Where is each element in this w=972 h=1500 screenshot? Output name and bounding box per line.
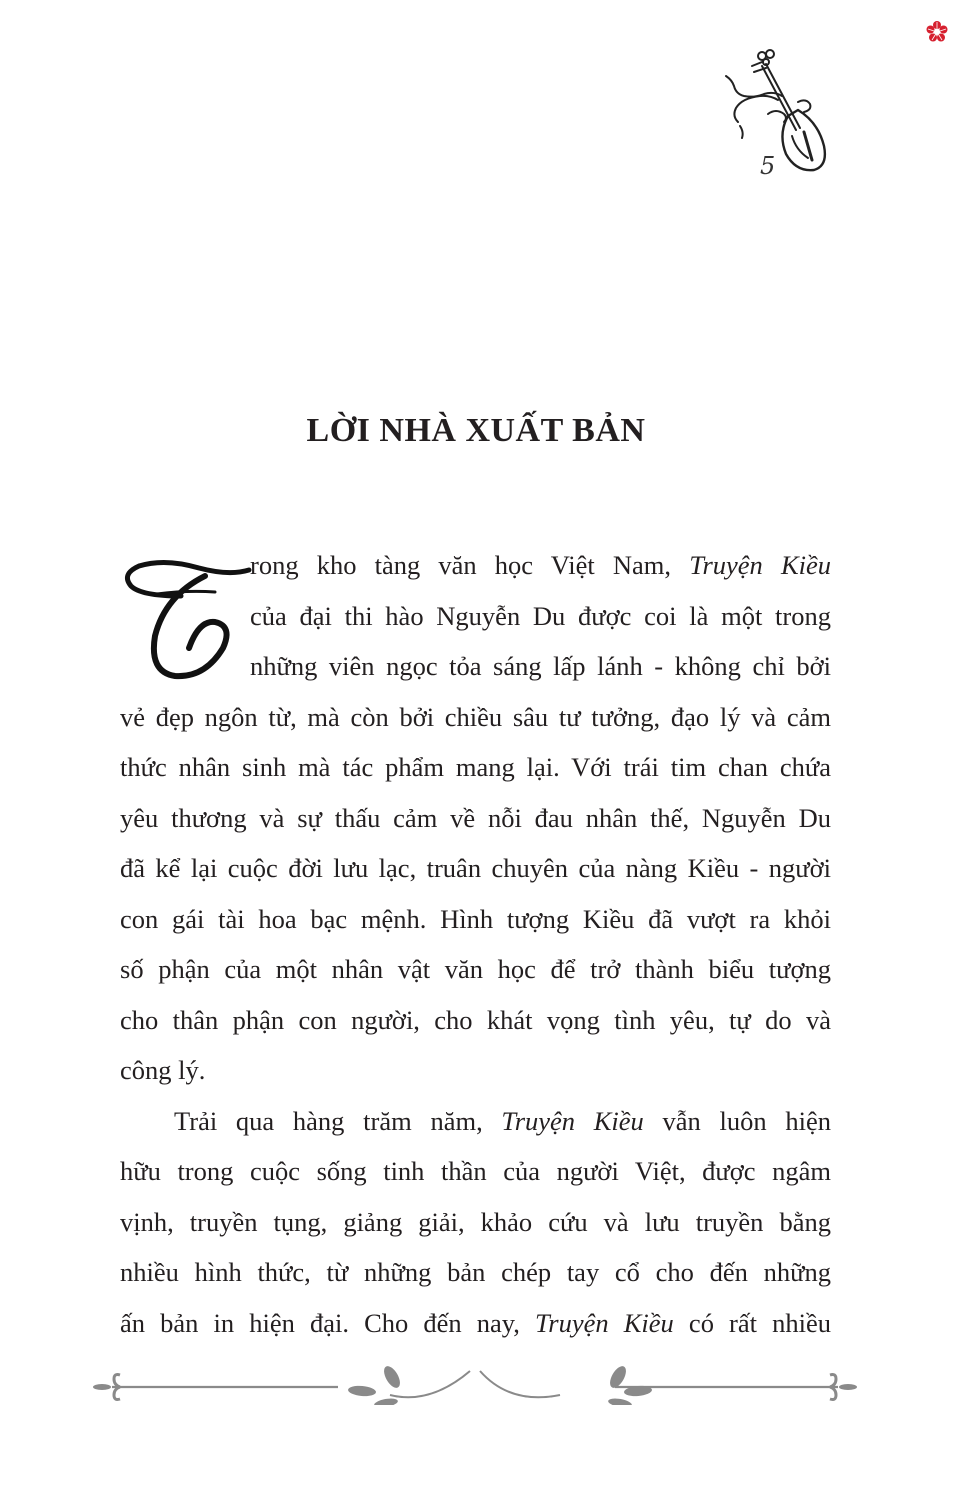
text-line: của đại thi hào Nguyễn Du được coi là một trong [250, 600, 831, 631]
text-line: con gái tài hoa bạc mệnh. Hình tượng Kiều đã vượt ra khỏi [120, 903, 831, 934]
text-line: Trải qua hàng trăm năm, Truyện Kiều vẫn luôn hiện [174, 1105, 831, 1136]
text-line: số phận của một nhân vật văn học để trở thành biểu tượng [120, 954, 831, 984]
text-line: vẻ đẹp ngôn từ, mà còn bởi chiều sâu tư tưởng, đạo lý và cảm [120, 701, 831, 732]
paragraph-2 [120, 1096, 831, 1349]
page-number: 5 [760, 152, 776, 180]
chapter-title: LỜI NHÀ XUẤT BẢN [306, 412, 646, 449]
flower-icon [925, 20, 949, 44]
text-line: công lý. [120, 1055, 206, 1085]
text-line: rong kho tàng văn học Việt Nam, Truyện Kiều [250, 550, 831, 580]
text-line: yêu thương và sự thấu cảm về nỗi đau nhân thế, Nguyễn Du [120, 802, 831, 833]
leaf-vine-divider-icon [90, 1365, 860, 1405]
lute-instrument-icon [718, 44, 848, 179]
paragraph-1 [120, 540, 831, 1096]
text-line: nhiều hình thức, từ những bản chép tay cổ cho đến những [120, 1257, 831, 1287]
text-line: đã kể lại cuộc đời lưu lạc, truân chuyên của nàng Kiều - người [120, 853, 831, 883]
text-line: hữu trong cuộc sống tinh thần của người Việt, được ngâm [120, 1156, 831, 1186]
text-line: vịnh, truyền tụng, giảng giải, khảo cứu và lưu truyền bằng [120, 1206, 831, 1237]
text-line: ấn bản in hiện đại. Cho đến nay, Truyện Kiều có rất nhiều [120, 1307, 831, 1338]
text-line: những viên ngọc tỏa sáng lấp lánh - không chỉ bởi [250, 651, 831, 681]
text-line: thức nhân sinh mà tác phẩm mang lại. Với trái tim chan chứa [120, 752, 831, 782]
text-line: cho thân phận con người, cho khát vọng tình yêu, tự do và [120, 1004, 831, 1035]
body-text [120, 540, 831, 1348]
